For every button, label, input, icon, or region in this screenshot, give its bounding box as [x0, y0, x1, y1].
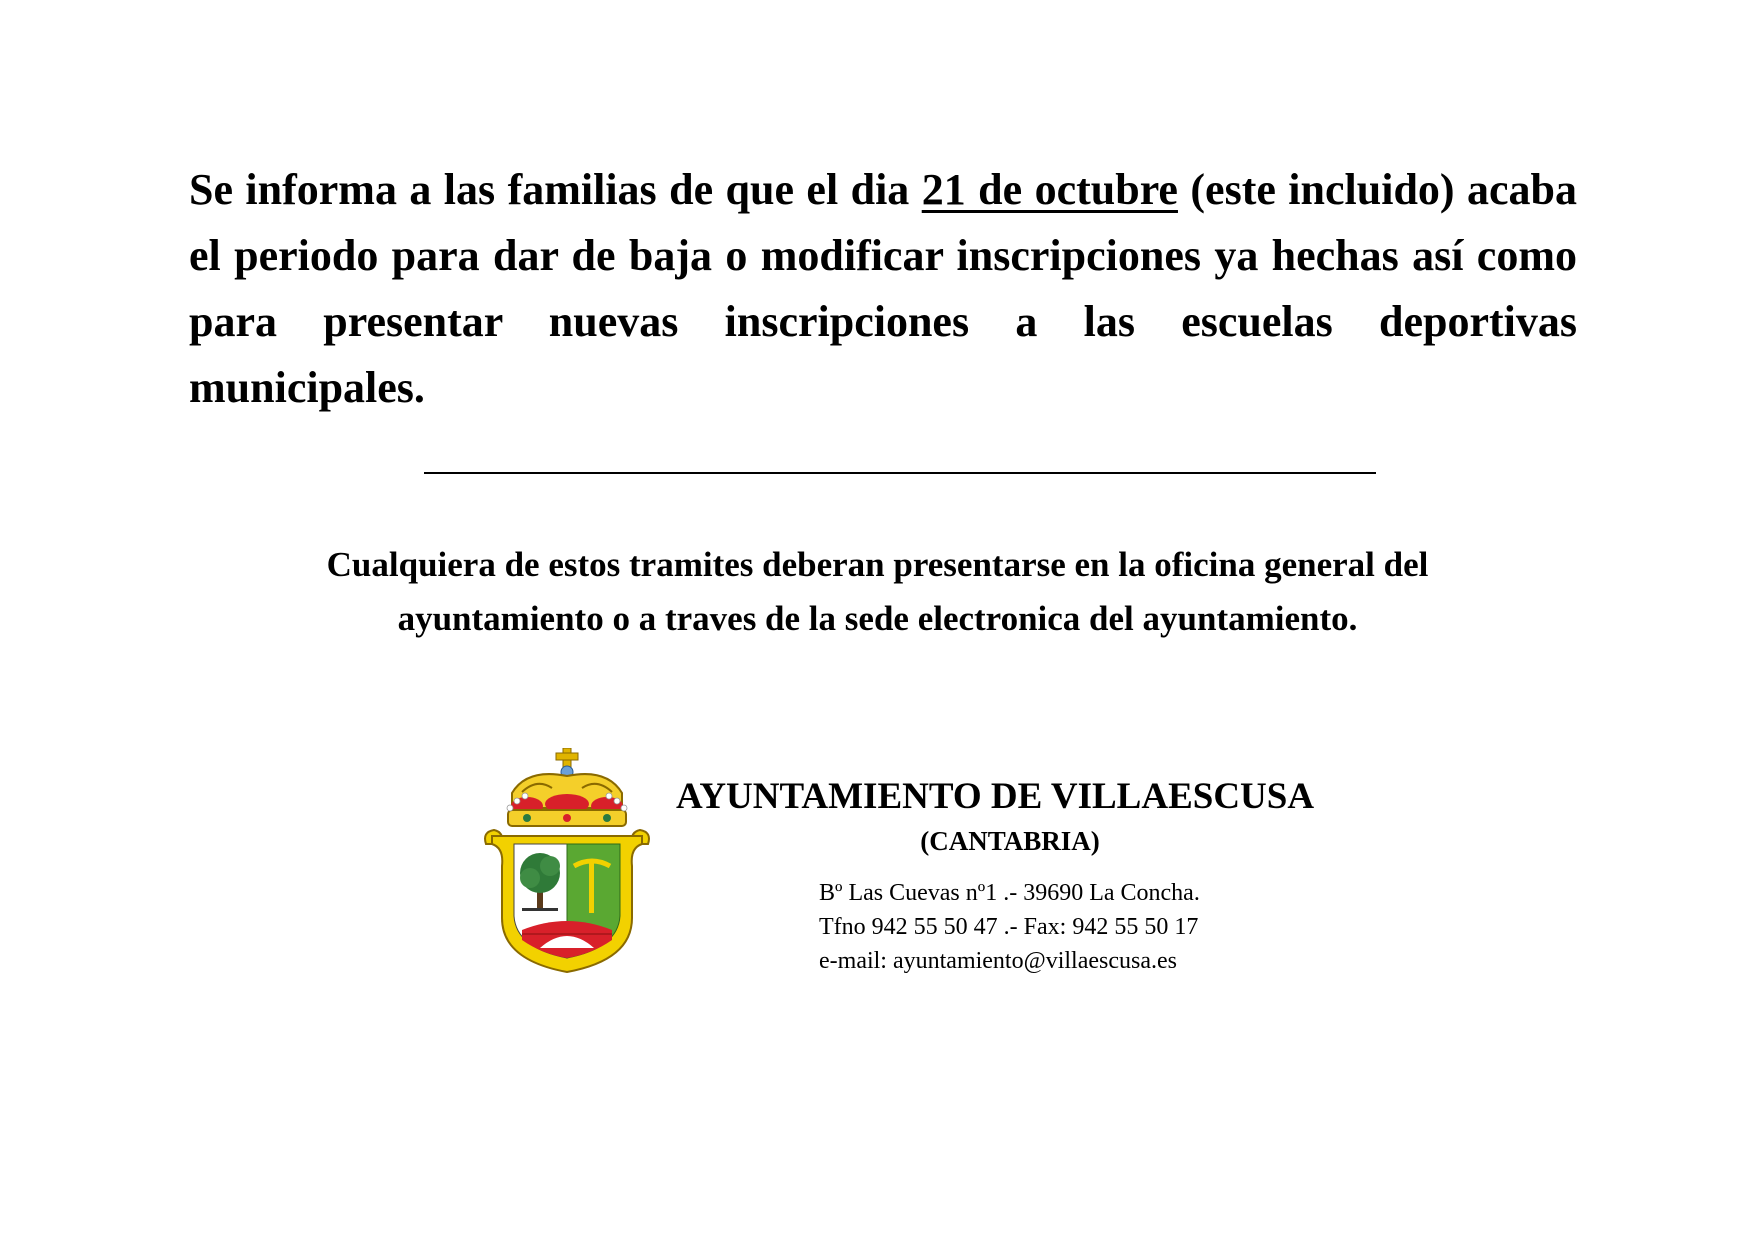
notice-date: 21 de octubre [921, 165, 1178, 214]
divider-line [424, 472, 1376, 474]
secondary-notice-line-1: Cualquiera de estos tramites deberan presentarse en la oficina general del [326, 545, 1429, 584]
address-line: Bº Las Cuevas nº1 .- 39690 La Concha. [819, 880, 1200, 906]
secondary-notice-line-2: ayuntamiento o a traves de la sede electronica del ayuntamiento. [397, 599, 1358, 638]
main-notice [189, 157, 1577, 421]
phone-line: Tfno 942 55 50 47 .- Fax: 942 55 50 17 [819, 914, 1199, 940]
notice-text-end: (este incluido) acaba el periodo para dar de baja o modificar inscripciones ya hechas así como para presentar nuevas inscripciones a las escuelas deportivas municipales. [189, 165, 1577, 412]
email-line: e-mail: ayuntamiento@villaescusa.es [819, 948, 1177, 974]
contact-block [819, 876, 1319, 978]
coat-of-arms-icon [482, 748, 652, 974]
organization-region: (CANTABRIA) [920, 826, 1100, 856]
notice-text-start: Se informa a las familias de que el dia [189, 165, 922, 214]
organization-name: AYUNTAMIENTO DE VILLAESCUSA [676, 776, 1315, 817]
secondary-notice [200, 538, 1555, 646]
